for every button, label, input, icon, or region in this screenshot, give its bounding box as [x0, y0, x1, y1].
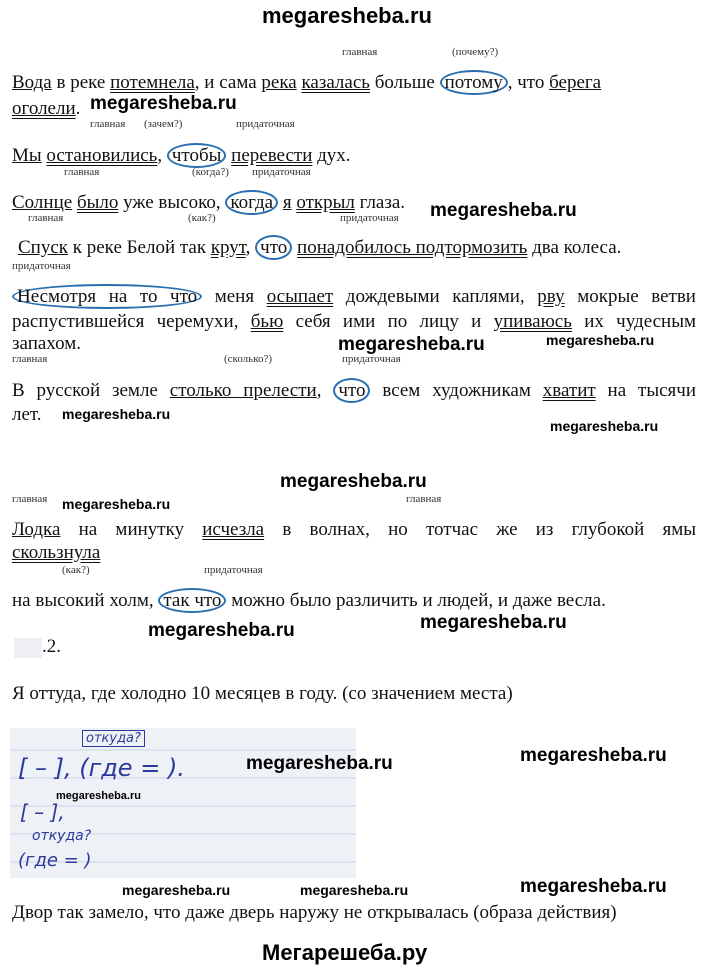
sentence-8: на высокий холм, так что можно было различить и людей, и даже весла.: [12, 590, 606, 611]
conjunction-circled: так что: [158, 588, 226, 613]
predicate: исчезла: [202, 519, 265, 540]
watermark: megaresheba.ru: [122, 882, 231, 898]
sentence-5-line-3: запахом.: [12, 333, 81, 354]
label-question: (когда?): [192, 166, 229, 178]
label-main: главная: [28, 212, 64, 224]
sentence-9: Я оттуда, где холодно 10 месяцев в году. (со значением места): [12, 683, 513, 704]
label-subordinate: придаточная: [236, 118, 295, 130]
sentence-5-line-2: распустившейся черемухи, бью себя ими по лицу и упиваюсь их чудесным: [12, 311, 696, 332]
subject: река: [261, 72, 297, 93]
label-subordinate: придаточная: [204, 564, 263, 576]
predicate: понадобилось подтормозить: [297, 237, 528, 258]
header-watermark: megaresheba.ru: [262, 3, 432, 28]
footer-watermark: Мегарешеба.ру: [262, 940, 428, 965]
handwritten-question: откуда?: [82, 730, 145, 747]
predicate: было: [76, 192, 119, 213]
watermark: megaresheba.ru: [546, 332, 655, 348]
subject: Спуск: [18, 237, 69, 258]
sentence-4: Спуск к реке Белой так крут, что понадобилось подтормозить два колеса.: [18, 237, 622, 258]
watermark: megaresheba.ru: [420, 612, 567, 633]
watermark: megaresheba.ru: [90, 93, 237, 114]
watermark: megaresheba.ru: [56, 790, 141, 802]
conjunction-circled: что: [333, 378, 370, 403]
conjunction-circled: что: [255, 235, 292, 260]
predicate: казалась: [301, 72, 370, 93]
conjunction-circled: потому: [440, 70, 508, 95]
subject: Лодка: [12, 519, 61, 540]
predicate: крут: [210, 237, 246, 258]
subject: столько прелести: [169, 380, 317, 401]
subject: берега: [549, 72, 602, 93]
conjunction-circled: когда: [225, 190, 278, 215]
label-subordinate: придаточная: [342, 353, 401, 365]
handwritten-scheme: [ – ], (где = ).: [18, 754, 185, 782]
subject: я: [282, 192, 292, 213]
watermark: megaresheba.ru: [246, 753, 393, 774]
handwritten-question: откуда?: [32, 828, 92, 844]
watermark: megaresheba.ru: [62, 406, 171, 422]
conjunction-circled: Несмотря на то что: [12, 284, 202, 309]
label-main: главная: [12, 353, 48, 365]
sentence-7-line-2: [12, 542, 100, 564]
predicate: открыл: [296, 192, 355, 213]
watermark: megaresheba.ru: [338, 334, 485, 355]
watermark: megaresheba.ru: [62, 496, 171, 512]
label-main: главная: [12, 493, 48, 505]
task-number: .2.: [14, 636, 61, 658]
sentence-6-line-1: В русской земле столько прелести, что всем художникам хватит на тысячи: [12, 380, 697, 401]
watermark: megaresheba.ru: [300, 882, 409, 898]
conjunction-circled: чтобы: [167, 143, 227, 168]
handwritten-scheme-photo: [10, 728, 356, 878]
watermark: megaresheba.ru: [520, 745, 667, 766]
watermark: megaresheba.ru: [148, 620, 295, 641]
label-subordinate: придаточная: [12, 260, 71, 272]
watermark: megaresheba.ru: [430, 200, 577, 221]
sentence-1-line-2: оголели.: [12, 98, 81, 119]
predicate: рву: [537, 286, 565, 307]
subject: Вода: [12, 72, 52, 93]
predicate: перевести: [231, 145, 313, 166]
handwritten-scheme: (где = ): [18, 850, 92, 871]
sentence-6-line-2: лет.: [12, 404, 42, 425]
predicate: хватит: [542, 380, 596, 401]
sentence-10: Двор так замело, что даже дверь наружу не открывалась (образа действия): [12, 902, 617, 923]
sentence-2: Мы остановились, чтобы перевести дух.: [12, 145, 351, 166]
label-question: (сколько?): [224, 353, 273, 365]
label-subordinate: придаточная: [340, 212, 399, 224]
sentence-3: Солнце было уже высоко, когда я открыл глаза.: [12, 192, 406, 213]
predicate: оголели: [12, 98, 76, 119]
sentence-5-line-1: Несмотря на то что меня осыпает дождевыми каплями, рву мокрые ветви: [12, 284, 696, 336]
sentence-7-line-1: Лодка на минутку исчезла в волнах, но тотчас же из глубокой ямы: [12, 519, 696, 540]
subject: Мы: [12, 145, 42, 166]
predicate: бью: [250, 311, 284, 332]
predicate: упиваюсь: [493, 311, 572, 332]
label-question: (как?): [188, 212, 216, 224]
watermark: megaresheba.ru: [520, 876, 667, 897]
label-question: (как?): [62, 564, 90, 576]
label-question: (зачем?): [144, 118, 183, 130]
handwritten-scheme: [ – ],: [20, 800, 65, 824]
label-main: главная: [64, 166, 100, 178]
predicate: остановились: [46, 145, 158, 166]
predicate: скользнула: [12, 542, 101, 563]
label-question: (почему?): [452, 46, 499, 58]
predicate: потемнела: [110, 72, 195, 93]
predicate: осыпает: [266, 286, 334, 307]
sentence-1-line-1: Вода в реке потемнела, и сама река казалась больше потому , что берега: [12, 72, 602, 93]
label-main: главная: [90, 118, 126, 130]
label-subordinate: придаточная: [252, 166, 311, 178]
label-main: главная: [406, 493, 442, 505]
label-main: главная: [342, 46, 378, 58]
subject: Солнце: [12, 192, 73, 213]
watermark: megaresheba.ru: [550, 418, 659, 434]
watermark: megaresheba.ru: [280, 471, 427, 492]
